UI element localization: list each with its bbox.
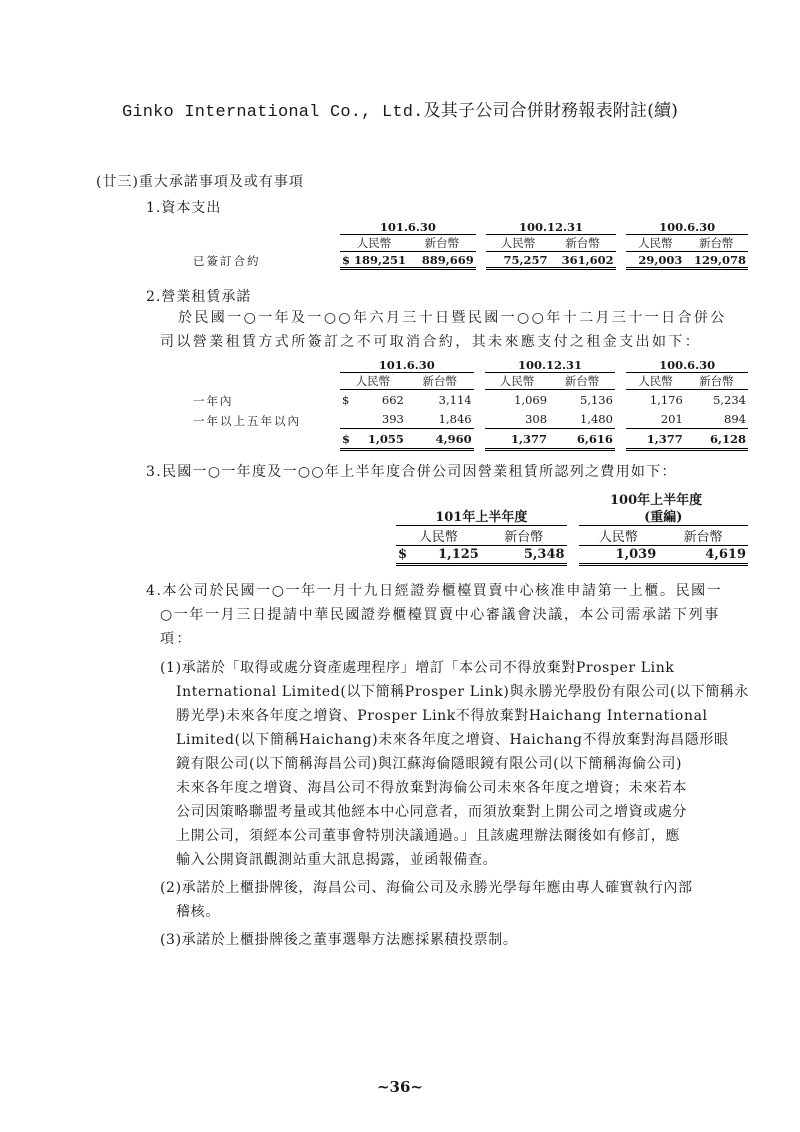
table-row [340, 390, 748, 410]
year-header: 101.6.30 [340, 219, 476, 235]
dollar-sign [340, 409, 352, 429]
operating-lease-table [340, 357, 748, 451]
currency-header: 人民幣 [486, 235, 549, 252]
row-label: 已簽訂合約 [193, 254, 261, 268]
value-cell: 393 [352, 409, 406, 429]
value-cell: 4,960 [406, 429, 474, 450]
year-header-restated-line1: 100年上半年度 [610, 493, 703, 508]
lease-expense-table [396, 506, 748, 566]
value-cell: 201 [626, 409, 684, 429]
sub-item-1-line: 輸入公開資訊觀測站重大訊息揭露，並函報備查。 [176, 852, 498, 868]
item2-paragraph-line2: 司以營業租賃方式所簽訂之不可取消合約，其未來應支付之租金支出如下： [160, 334, 702, 350]
value-cell: 75,257 [486, 252, 549, 269]
sub-item-2-line: 稽核。 [176, 904, 220, 920]
currency-header: 人民幣 [340, 235, 408, 252]
year-header: 100.6.30 [626, 357, 748, 373]
row-label: 一年內 [193, 394, 234, 408]
dollar-sign: $ [342, 392, 350, 407]
sub-item-1-line: (1)承諾於「取得或處分資產處理程序」增訂「本公司不得放棄對Prosper Link [160, 660, 675, 676]
currency-header: 人民幣 [579, 526, 659, 546]
sub-item-1-line: 鏡有限公司(以下簡稱海昌公司)與江蘇海倫隱眼鏡有限公司(以下簡稱海倫公司) [176, 756, 683, 772]
total-row [340, 429, 748, 450]
sub-item-3-line: (3)承諾於上櫃掛牌後之董事選舉方法應採累積投票制。 [160, 932, 518, 948]
table-row [340, 252, 748, 269]
value-cell: 5,136 [580, 392, 613, 407]
value-cell: 662 [381, 392, 404, 407]
section-heading: (廿三)重大承諾事項及或有事項 [96, 174, 304, 190]
page-number: ~36~ [376, 1078, 423, 1096]
year-header: 100.6.30 [626, 219, 748, 235]
value-cell: 6,128 [685, 429, 748, 450]
value-cell: 3,114 [438, 392, 472, 407]
value-cell: 4,619 [658, 546, 748, 565]
value-cell: 1,039 [579, 546, 659, 565]
dollar-sign: $ [342, 252, 351, 267]
currency-header: 人民幣 [626, 373, 684, 390]
currency-header: 新台幣 [658, 526, 748, 546]
value-cell: 308 [485, 409, 549, 429]
sub-item-1-line: 上開公司，須經本公司董事會特別決議通過。」且該處理辦法爾後如有修訂，應 [176, 828, 680, 844]
sub-item-1-line: 勝光學)未來各年度之增資、Prosper Link不得放棄對Haichang International [176, 708, 708, 724]
value-cell: 1,377 [626, 429, 684, 450]
item4-line: ○一年一月三日提請中華民國證券櫃檯買賣中心審議會決議，本公司需承諾下列事 [160, 607, 720, 623]
value-cell: 1,069 [514, 392, 548, 407]
total-row [396, 546, 748, 565]
capital-expenditure-table [340, 219, 748, 270]
year-header: 100.12.31 [485, 357, 615, 373]
year-header-restated-line2: (重編) [579, 506, 748, 526]
table-row [340, 409, 748, 429]
currency-header: 人民幣 [396, 526, 481, 546]
currency-header: 新台幣 [406, 373, 474, 390]
year-header: 101年上半年度 [396, 506, 567, 526]
currency-header: 新台幣 [481, 526, 567, 546]
value-cell: 1,846 [406, 409, 474, 429]
value-cell: 1,377 [485, 429, 549, 450]
currency-header: 新台幣 [684, 235, 748, 252]
currency-header: 人民幣 [485, 373, 549, 390]
value-cell: 1,055 [352, 429, 406, 450]
row-label: 一年以上五年以內 [193, 414, 301, 428]
value-cell: 361,602 [550, 252, 616, 269]
page-title-english: Ginko International Co., Ltd. [121, 103, 424, 122]
value-cell: 189,251 [354, 252, 407, 267]
currency-header: 新台幣 [685, 373, 748, 390]
sub-item-1-line: 公司因策略聯盟考量或其他經本中心同意者，而須放棄對上開公司之增資或處分 [176, 804, 687, 820]
currency-header: 人民幣 [340, 373, 406, 390]
dollar-sign: $ [396, 546, 409, 565]
page-title [0, 96, 800, 122]
sub-item-1-line: International Limited(以下簡稱Prosper Link)與永勝光學股份有限公司(以下簡稱永 [176, 684, 750, 700]
currency-header: 新台幣 [550, 235, 616, 252]
value-cell: 6,616 [549, 429, 615, 450]
value-cell: 29,003 [626, 252, 684, 269]
value-cell: 889,669 [408, 252, 476, 269]
value-cell: 894 [685, 409, 748, 429]
page-title-chinese: 及其子公司合併財務報表附註(續) [423, 101, 679, 121]
sub-item-1-line: Limited(以下簡稱Haichang)未來各年度之增資、Haichang不得放棄對海昌隱形眼 [176, 732, 729, 748]
year-header: 101.6.30 [340, 357, 474, 373]
value-cell: 1,480 [549, 409, 615, 429]
item1-label: 1.資本支出 [146, 200, 222, 216]
currency-header: 新台幣 [408, 235, 476, 252]
item2-label: 2.營業租賃承諾 [146, 289, 252, 305]
value-cell: 129,078 [684, 252, 748, 269]
value-cell: 5,234 [713, 392, 746, 407]
dollar-sign: $ [340, 429, 352, 450]
item4-line: 項： [160, 631, 193, 647]
sub-item-2-line: (2)承諾於上櫃掛牌後，海昌公司、海倫公司及永勝光學每年應由專人確實執行內部 [160, 880, 693, 896]
value-cell: 1,125 [409, 546, 481, 565]
item4-line: 4.本公司於民國一○一年一月十九日經證券櫃檯買賣中心核准申請第一上櫃。民國一 [146, 583, 723, 599]
value-cell: 1,176 [649, 392, 683, 407]
sub-item-1-line: 未來各年度之增資、海昌公司不得放棄對海倫公司未來各年度之增資；未來若本 [176, 780, 687, 796]
currency-header: 新台幣 [549, 373, 615, 390]
item3-label: 3.民國一○一年度及一○○年上半年度合併公司因營業租賃所認列之費用如下： [146, 464, 677, 480]
currency-header: 人民幣 [626, 235, 684, 252]
item2-paragraph-line1: 於民國一○一年及一○○年六月三十日暨民國一○○年十二月三十一日合併公 [178, 310, 727, 326]
year-header: 100.12.31 [486, 219, 615, 235]
value-cell: 5,348 [481, 546, 567, 565]
